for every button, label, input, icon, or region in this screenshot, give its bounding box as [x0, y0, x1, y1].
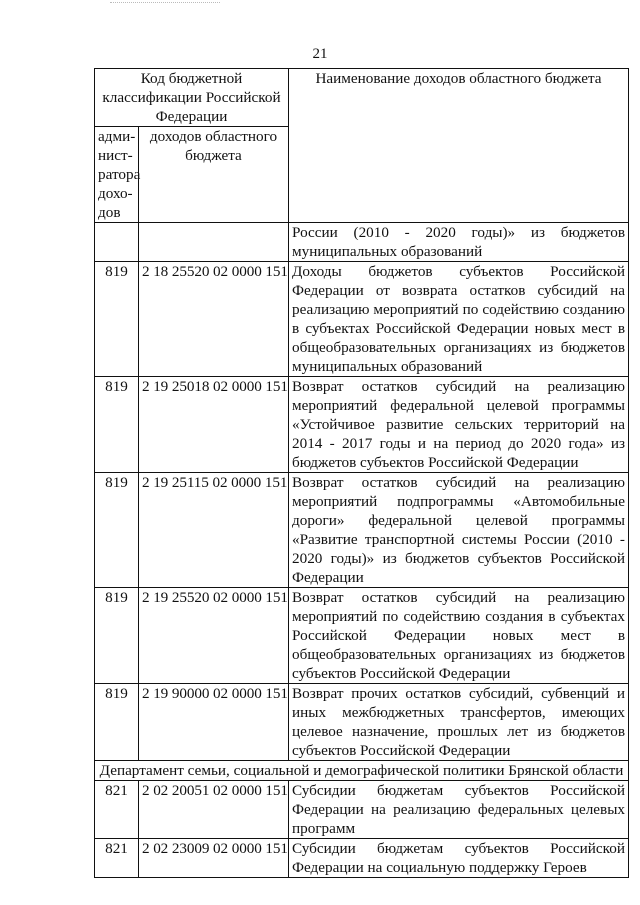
- table-row: [95, 684, 629, 761]
- income-name-cell: Возврат остатков субсидий на реализацию мероприятий федеральной целевой программы «Устойчивое развитие сельских территорий на 2014 - 2017 годы и на период до 2020 года» из бюджетов субъектов Российской Федерации: [289, 377, 629, 473]
- income-name-cell: Доходы бюджетов субъектов Российской Федерации от возврата остатков субсидий на реализацию мероприятий по содействию созданию в субъектах Российской Федерации новых мест в общеобразовательных организациях из бюджетов муниципальных образований: [289, 262, 629, 377]
- header-row-1: [95, 69, 629, 127]
- income-name-cell: Возврат остатков субсидий на реализацию мероприятий подпрограммы «Автомобильные дороги» федеральной целевой программы «Развитие транспортной системы России (2010 - 2020 годы)» из бюджетов субъектов Российской Федерации: [289, 473, 629, 588]
- admin-code-cell: 821: [95, 839, 139, 878]
- income-code-cell: [139, 223, 289, 262]
- admin-code-cell: 819: [95, 684, 139, 761]
- admin-column-header: адми-нист-ратора дохо-дов: [95, 127, 139, 223]
- income-name-cell: Возврат прочих остатков субсидий, субвенций и иных межбюджетных трансфертов, имеющих целевое назначение, прошлых лет из бюджетов субъектов Российской Федерации: [289, 684, 629, 761]
- section-title: Департамент семьи, социальной и демографической политики Брянской области: [95, 761, 629, 781]
- income-code-cell: 2 18 25520 02 0000 151: [139, 262, 289, 377]
- table-row: [95, 223, 629, 262]
- income-code-cell: 2 19 25018 02 0000 151: [139, 377, 289, 473]
- income-code-cell: 2 19 90000 02 0000 151: [139, 684, 289, 761]
- page-number: 21: [312, 46, 328, 62]
- admin-code-cell: 819: [95, 473, 139, 588]
- table-row: [95, 473, 629, 588]
- income-name-cell: Субсидии бюджетам субъектов Российской Федерации на социальную поддержку Героев: [289, 839, 629, 878]
- table-row: [95, 781, 629, 839]
- admin-code-cell: [95, 223, 139, 262]
- admin-code-cell: 819: [95, 377, 139, 473]
- table-row: [95, 588, 629, 684]
- income-name-cell: России (2010 - 2020 годы)» из бюджетов муниципальных образований: [289, 223, 629, 262]
- admin-code-cell: 819: [95, 262, 139, 377]
- table-row: [95, 839, 629, 878]
- section-row: [95, 761, 629, 781]
- income-code-cell: 2 02 20051 02 0000 151: [139, 781, 289, 839]
- budget-table: [94, 68, 629, 878]
- table-row: [95, 377, 629, 473]
- income-code-cell: 2 02 23009 02 0000 151: [139, 839, 289, 878]
- income-name-cell: Возврат остатков субсидий на реализацию мероприятий по содействию создания в субъектах Российской Федерации новых мест в общеобразовательных организациях из бюджетов субъектов Российской Федерации: [289, 588, 629, 684]
- name-column-header: Наименование доходов областного бюджета: [289, 69, 629, 223]
- income-column-header: доходов областного бюджета: [139, 127, 289, 223]
- income-code-cell: 2 19 25115 02 0000 151: [139, 473, 289, 588]
- code-group-header: Код бюджетной классификации Российской Федерации: [95, 69, 289, 127]
- table-row: [95, 262, 629, 377]
- scan-artifact: [110, 2, 220, 6]
- income-name-cell: Субсидии бюджетам субъектов Российской Федерации на реализацию федеральных целевых программ: [289, 781, 629, 839]
- admin-code-cell: 821: [95, 781, 139, 839]
- income-code-cell: 2 19 25520 02 0000 151: [139, 588, 289, 684]
- admin-code-cell: 819: [95, 588, 139, 684]
